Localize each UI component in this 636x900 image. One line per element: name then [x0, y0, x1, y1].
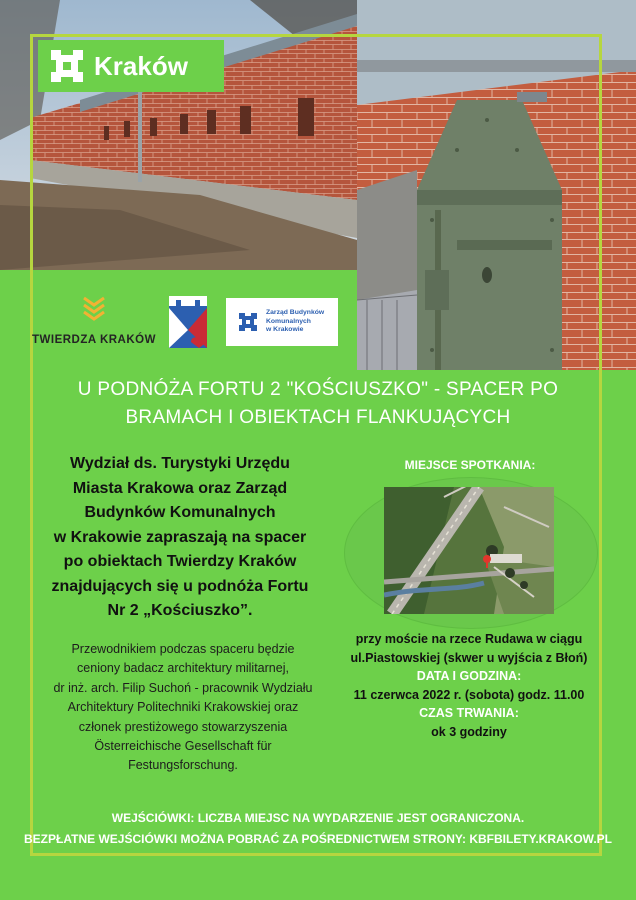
zbk-logo — [226, 298, 338, 346]
intro-line: Wydział ds. Turystyki Urzędu — [70, 455, 290, 472]
twierdza-chevron-icon — [82, 296, 106, 324]
guide-line: Architektury Politechniki Krakowskiej oraz — [67, 700, 299, 715]
intro-text — [40, 452, 320, 624]
guide-line: Österreichische Gesellschaft für — [94, 739, 272, 754]
coat-of-arms-icon — [169, 296, 207, 348]
meeting-map — [384, 487, 554, 614]
heading-line-2: BRAMACH I OBIEKTACH FLANKUJĄCYCH — [125, 407, 511, 428]
partner-logos — [30, 270, 357, 370]
zbk-line-2: Komunalnych — [266, 317, 311, 325]
guide-text — [46, 640, 320, 776]
zbk-line-3: w Krakowie — [266, 326, 304, 334]
guide-line: dr inż. arch. Filip Suchoń - pracownik Wydziału — [53, 680, 313, 695]
duration-value: ok 3 godziny — [431, 724, 507, 739]
guide-line: członek prestiżowego stowarzyszenia — [78, 719, 288, 734]
meeting-info — [334, 630, 604, 742]
meeting-title: MIEJSCE SPOTKANIA: — [404, 458, 536, 472]
zbk-logo-icon — [238, 312, 258, 332]
krakow-logo-icon — [50, 49, 84, 83]
place-line-2: ul.Piastowskiej (skwer u wyjścia z Błoń) — [350, 650, 588, 665]
intro-line: Budynków Komunalnych — [84, 504, 276, 521]
footer-line-2: BEZPŁATNE WEJŚCIÓWKI MOŻNA POBRAĆ ZA POŚREDNICTWEM STRONY: KBFBILETY.KRAKOW.PL — [24, 832, 612, 846]
date-value: 11 czerwca 2022 r. (sobota) godz. 11.00 — [353, 687, 585, 702]
heading-line-1: U PODNÓŻA FORTU 2 "KOŚCIUSZKO" - SPACER PO — [77, 379, 559, 400]
date-label: DATA I GODZINA: — [416, 669, 522, 684]
place-line-1: przy moście na rzece Rudawa w ciągu — [355, 632, 583, 646]
twierdza-label: TWIERDZA KRAKÓW — [32, 334, 156, 346]
intro-line: znajdujących się u podnóża Fortu — [51, 577, 309, 595]
guide-line: Przewodnikiem podczas spaceru będzie — [71, 642, 295, 656]
tickets-footer — [0, 808, 636, 850]
logo-text: Kraków — [94, 50, 188, 81]
guide-line: ceniony badacz architektury militarnej, — [77, 661, 289, 676]
footer-line-1: WEJŚCIÓWKI: LICZBA MIEJSC NA WYDARZENIE JEST OGRANICZONA. — [111, 811, 525, 825]
duration-label: CZAS TRWANIA: — [419, 706, 519, 721]
intro-line: Nr 2 „Kościuszko”. — [107, 602, 253, 619]
zbk-line-1: Zarząd Budynków — [266, 309, 325, 317]
intro-line: Miasta Krakowa oraz Zarząd — [72, 479, 288, 497]
guide-line: Festungsforschung. — [128, 758, 238, 773]
event-heading — [20, 376, 616, 432]
krakow-logo — [38, 40, 224, 92]
intro-line: po obiektach Twierdzy Kraków — [63, 553, 297, 570]
intro-line: w Krakowie zapraszają na spacer — [53, 528, 307, 546]
